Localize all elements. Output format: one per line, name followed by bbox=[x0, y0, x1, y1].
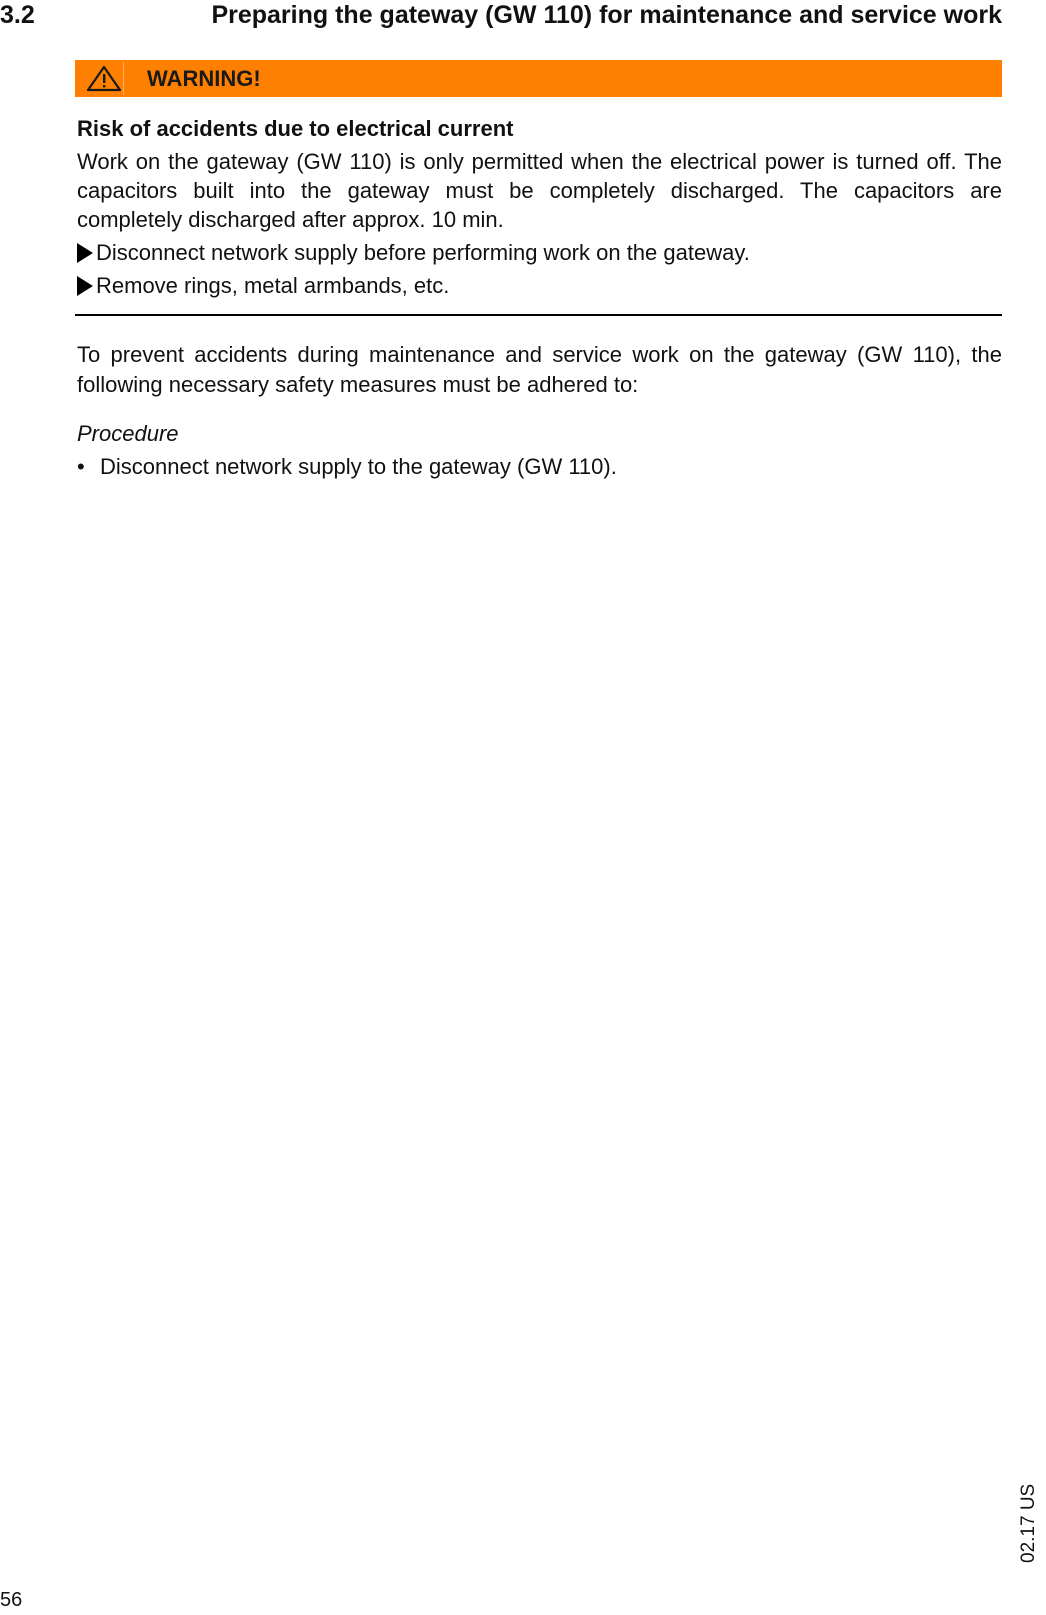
list-item bbox=[77, 453, 617, 481]
warning-step-text: Disconnect network supply before performing work on the gateway. bbox=[96, 240, 750, 265]
warning-triangle-icon bbox=[85, 64, 123, 93]
list-item-text: Disconnect network supply to the gateway (GW 110). bbox=[100, 454, 617, 479]
bullet-icon: • bbox=[77, 454, 85, 479]
section-heading bbox=[0, 0, 1002, 30]
procedure-label: Procedure bbox=[77, 421, 179, 446]
section-number: 3.2 bbox=[0, 1, 35, 29]
play-arrow-icon bbox=[77, 243, 93, 263]
play-arrow-icon bbox=[77, 276, 93, 296]
warning-separator bbox=[123, 62, 124, 95]
risk-description: Work on the gateway (GW 110) is only permitted when the electrical power is turned off. The capacitors built into the gateway must be completely discharged. The capacitors are completely discharged after approx. 10 min. bbox=[77, 149, 1002, 232]
warning-bar bbox=[75, 60, 1002, 97]
section-title: Preparing the gateway (GW 110) for maintenance and service work bbox=[211, 1, 1002, 29]
risk-title: Risk of accidents due to electrical current bbox=[77, 116, 514, 141]
document-code: 02.17 US bbox=[1018, 1483, 1039, 1563]
warning-step bbox=[77, 239, 750, 267]
intro-paragraph: To prevent accidents during maintenance and service work on the gateway (GW 110), the following necessary safety measures must be adhered to: bbox=[77, 342, 1002, 397]
warning-step bbox=[77, 272, 449, 300]
page-number: 56 bbox=[0, 1589, 23, 1611]
warning-label: WARNING! bbox=[147, 66, 261, 91]
warning-step-text: Remove rings, metal armbands, etc. bbox=[96, 273, 450, 298]
warning-end-divider bbox=[75, 314, 1002, 316]
